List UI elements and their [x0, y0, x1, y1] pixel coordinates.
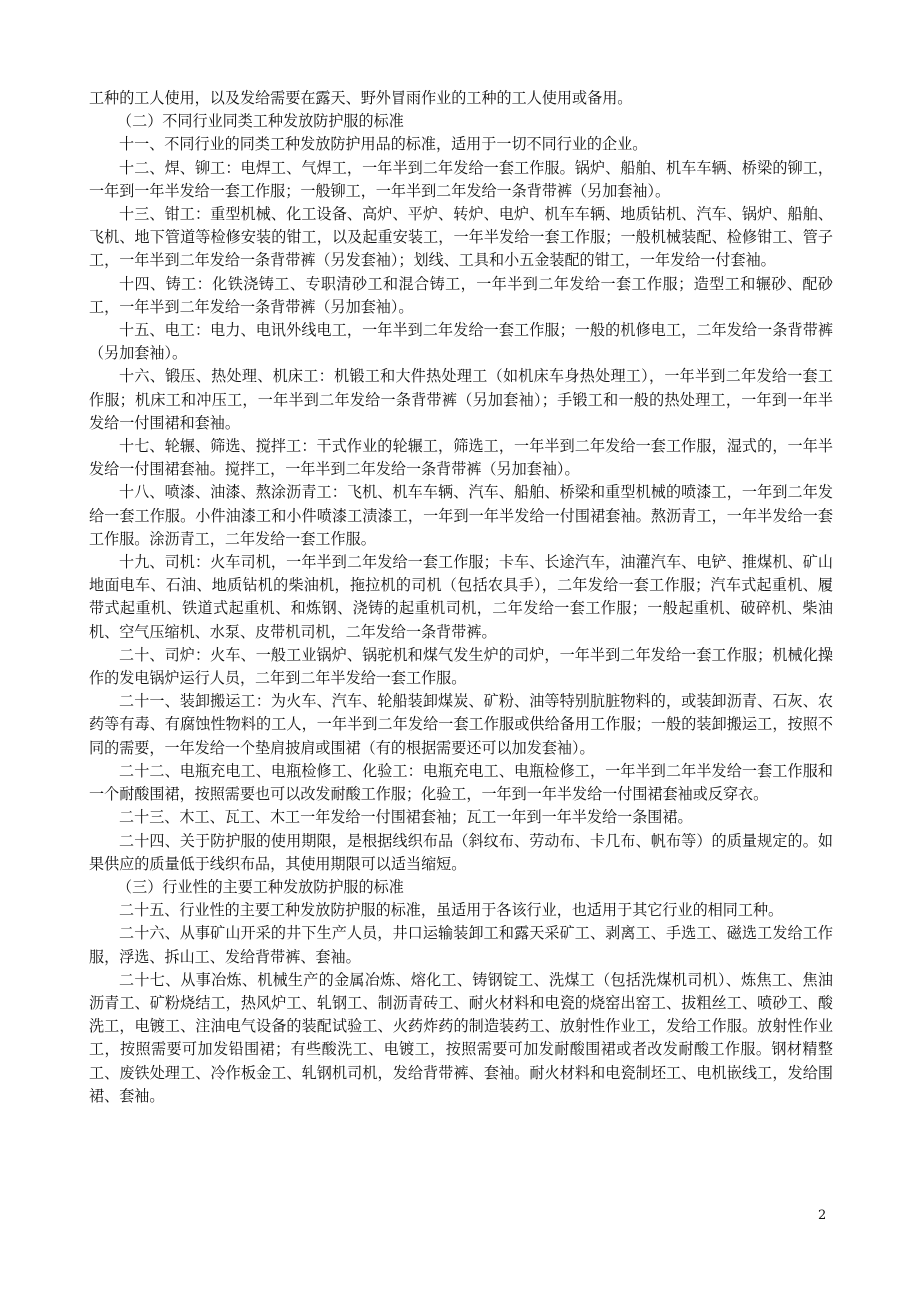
paragraph: 十一、不同行业的同类工种发放防护用品的标准，适用于一切不同行业的企业。	[119, 135, 648, 154]
paragraph: 十五、电工：电力、电讯外线电工，一年半到二年发给一套工作服；一般的机修电工，二年发给一条背带裤（另加套袖）。	[89, 321, 833, 363]
paragraph: 十四、铸工：化铁浇铸工、专职清砂工和混合铸工，一年半到二年发给一套工作服；造型工和辗砂、配砂工，一年半到二年发给一条背带裤（另加套袖）。	[89, 274, 833, 316]
document-page	[89, 87, 833, 1108]
paragraph: 工种的工人使用，以及发给需要在露天、野外冒雨作业的工种的工人使用或备用。	[89, 89, 633, 107]
section-heading: （二）不同行业同类工种发放防护服的标准	[117, 112, 404, 131]
paragraph: 二十二、电瓶充电工、电瓶检修工、化验工：电瓶充电工、电瓶检修工，一年半到二年半发给一套工作服和一个耐酸围裙，按照需要也可以改发耐酸工作服；化验工，一年到一年半发给一付围裙套袖或反穿衣。	[89, 761, 833, 804]
paragraph: 十八、喷漆、油漆、熬涂沥青工：飞机、机车车辆、汽车、船舶、桥梁和重型机械的喷漆工，一年到二年发给一套工作服。小件油漆工和小件喷漆工渍漆工，一年到一年半发给一付围裙套袖。熬沥青工，一年半发给一套工作服。涂沥青工，二年发给一套工作服。	[89, 483, 833, 548]
paragraph: 十九、司机：火车司机，一年半到二年发给一套工作服；卡车、长途汽车，油灌汽车、电铲、推煤机、矿山地面电车、石油、地质钻机的柴油机，拖拉机的司机（包括农具手），二年发给一套工作服；汽车式起重机、履带式起重机、铁道式起重机、和炼钢、浇铸的起重机司机，二年发给一套工作服；一般起重机、破碎机、柴油机、空气压缩机、水泵、皮带机司机，二年发给一条背带裤。	[89, 553, 833, 641]
page-number: 2	[818, 1208, 827, 1223]
paragraph: 二十四、关于防护服的使用期限，是根据线织布品（斜纹布、劳动布、卡几布、帆布等）的质量规定的。如果供应的质量低于线织布品，其使用期限可以适当缩短。	[89, 831, 833, 873]
paragraph: 二十、司炉：火车、一般工业锅炉、锅驼机和煤气发生炉的司炉，一年半到二年发给一套工作服；机械化操作的发电锅炉运行人员，二年到二年半发给一套工作服。	[89, 645, 833, 688]
paragraph: 十二、焊、铆工：电焊工、气焊工，一年半到二年发给一套工作服。锅炉、船舶、机车车辆、桥梁的铆工，一年到一年半发给一套工作服；一般铆工，一年半到二年发给一条背带裤（另加套袖）。	[89, 158, 833, 200]
paragraph: 二十三、木工、瓦工、木工一年发给一付围裙套袖；瓦工一年到一年半发给一条围裙。	[119, 808, 693, 827]
paragraph: 十六、锻压、热处理、机床工：机锻工和大件热处理工（如机床车身热处理工），一年半到二年发给一套工作服；机床工和冲压工，一年半到二年发给一条背带裤（另加套袖）；手锻工和一般的热处理工，一年到一年半发给一付围裙和套袖。	[89, 367, 833, 432]
paragraph: 二十七、从事冶炼、机械生产的金属冶炼、熔化工、铸钢锭工、洗煤工（包括洗煤机司机）、炼焦工、焦油沥青工、矿粉烧结工，热风炉工、轧钢工、制沥青砖工、耐火材料和电瓷的烧窑出窑工、拔粗丝工、喷砂工、酸洗工，电镀工、注油电气设备的装配试验工、火药炸药的制造装药工、放射性作业工，发给工作服。放射性作业工，按照需要可加发铅围裙；有些酸洗工、电镀工，按照需要可加发耐酸围裙或者改发耐酸工作服。钢材精整工、废铁处理工、冷作板金工、轧钢机司机，发给背带裤、套袖。耐火材料和电瓷制坯工、电机嵌线工，发给围裙、套袖。	[89, 970, 833, 1105]
section-heading: （三）行业性的主要工种发放防护服的标准	[117, 877, 404, 896]
paragraph: 十七、轮辗、筛选、搅拌工：干式作业的轮辗工，筛选工，一年半到二年发给一套工作服，湿式的，一年半发给一付围裙套袖。搅拌工，一年半到二年发给一条背带裤（另加套袖）。	[89, 437, 833, 479]
paragraph: 二十六、从事矿山开采的井下生产人员，井口运输装卸工和露天采矿工、剥离工、手选工、磁选工发给工作服，浮选、拆山工、发给背带裤、套袖。	[89, 924, 833, 966]
paragraph: 二十一、装卸搬运工：为火车、汽车、轮船装卸煤炭、矿粉、油等特别肮脏物料的，或装卸沥青、石灰、农药等有毒、有腐蚀性物料的工人，一年半到二年发给一套工作服或供给备用工作服；一般的装卸搬运工，按照不同的需要，一年发给一个垫肩披肩或围裙（有的根据需要还可以加发套袖）。	[89, 692, 833, 757]
paragraph: 十三、钳工：重型机械、化工设备、高炉、平炉、转炉、电炉、机车车辆、地质钻机、汽车、锅炉、船舶、飞机、地下管道等检修安装的钳工，以及起重安装工，一年半发给一套工作服；一般机械装配、检修钳工、管子工，一年半到二年发给一条背带裤（另发套袖）；划线、工具和小五金装配的钳工，一年发给一付套袖。	[89, 205, 833, 270]
paragraph: 二十五、行业性的主要工种发放防护服的标准，虽适用于各该行业，也适用于其它行业的相同工种。	[119, 901, 784, 920]
